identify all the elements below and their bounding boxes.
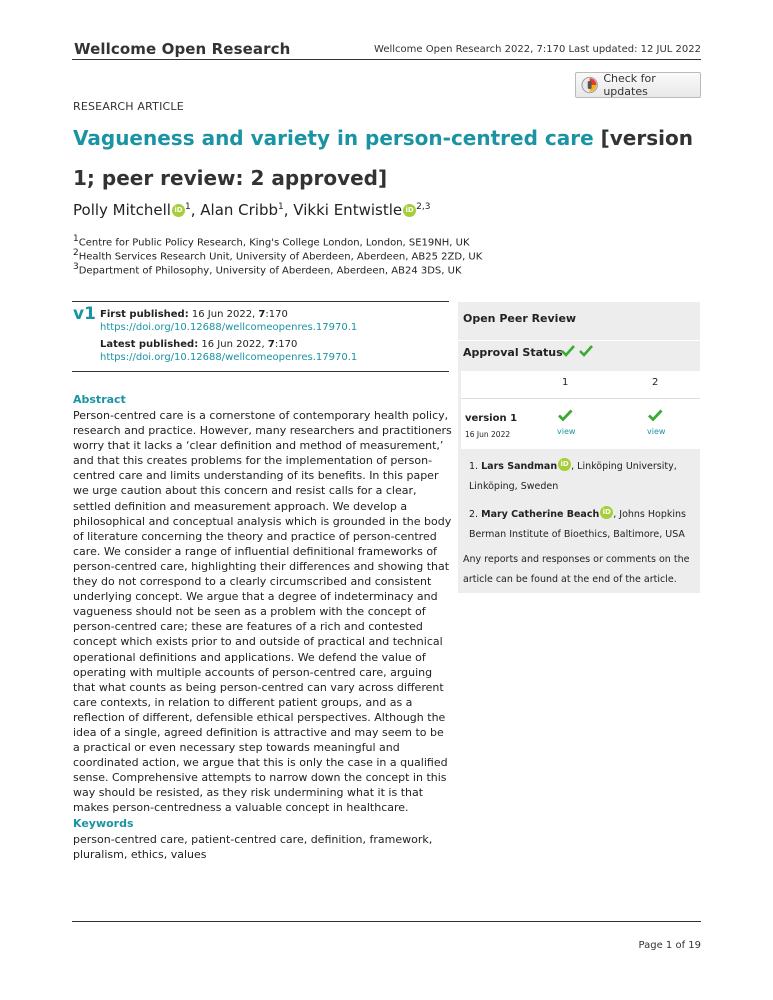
approved-check-icon xyxy=(558,409,573,422)
reviewer-name[interactable]: Mary Catherine Beach xyxy=(481,509,600,520)
article-type: RESEARCH ARTICLE xyxy=(73,100,184,113)
keywords-text: person-centred care, patient-centred care, definition, framework, pluralism, ethics, values xyxy=(73,833,433,862)
author-affil-sup: 2,3 xyxy=(416,202,431,212)
author-list: Polly Mitchell iD $^1$, Alan Cribb$^1$, Vikki Entwistle iD $^{2,3}$ xyxy=(73,201,431,219)
author-affil-sup: 1 xyxy=(278,202,284,212)
first-published-label: First published: xyxy=(100,309,189,320)
table-divider xyxy=(461,398,700,399)
affil-num: 1 xyxy=(73,234,79,244)
author-name[interactable]: Vikki Entwistle xyxy=(293,201,403,219)
first-published-date: 16 Jun 2022, xyxy=(188,309,259,320)
check-for-updates-label: Check for updates xyxy=(603,72,656,98)
title-version-note: [version 1; peer review: 2 approved] xyxy=(73,126,693,190)
reviewer-number: 2. xyxy=(469,509,479,520)
title-main: Vagueness and variety in person-centred care xyxy=(73,126,594,150)
page-number: Page 1 of 19 xyxy=(638,940,701,951)
first-published-volume: 7 xyxy=(258,309,266,320)
author-name[interactable]: Polly Mitchell xyxy=(73,201,171,219)
orcid-icon[interactable]: iD xyxy=(403,204,416,217)
affiliation xyxy=(73,248,573,262)
affiliation xyxy=(73,262,573,276)
panel-divider xyxy=(458,340,700,341)
approval-checks-icon xyxy=(561,344,595,358)
affil-text: Centre for Public Policy Research, King's College London, London, SE19NH, UK xyxy=(78,237,470,249)
keywords-heading: Keywords xyxy=(73,817,134,830)
version-date: 16 Jun 2022 xyxy=(465,430,511,439)
reviewer-affiliation: , Linköping University, Linköping, Sweden xyxy=(469,461,677,492)
view-report-1-link[interactable]: view xyxy=(557,427,576,436)
latest-published-volume: 7 xyxy=(267,339,275,350)
open-peer-review-heading: Open Peer Review xyxy=(463,312,577,325)
first-published-page: :170 xyxy=(265,309,288,320)
reviewer-name[interactable]: Lars Sandman xyxy=(481,461,558,472)
reviewer-number: 1. xyxy=(469,461,479,472)
latest-published-label: Latest published: xyxy=(100,339,199,350)
header-divider xyxy=(72,59,701,60)
reviewer-item xyxy=(469,505,699,545)
view-report-2-link[interactable]: view xyxy=(647,427,666,436)
reviewer-col-1: 1 xyxy=(562,377,569,388)
author-name[interactable]: Alan Cribb xyxy=(200,201,279,219)
abstract-heading: Abstract xyxy=(73,393,126,406)
author-affil-sup: 1 xyxy=(184,202,191,212)
journal-brand: Wellcome Open Research xyxy=(74,40,291,58)
orcid-icon[interactable]: iD xyxy=(558,458,571,471)
check-for-updates-button[interactable] xyxy=(575,72,701,98)
latest-published xyxy=(100,339,297,350)
peer-review-note: Any reports and responses or comments on the article can be found at the end of the article. xyxy=(463,554,690,585)
article-title xyxy=(73,118,713,198)
orcid-icon[interactable]: iD xyxy=(600,506,613,519)
latest-doi-link[interactable]: https://doi.org/10.12688/wellcomeopenres.17970.1 xyxy=(100,352,358,363)
reviewer-affiliation: , Johns Hopkins Berman Institute of Bioethics, Baltimore, USA xyxy=(469,509,686,540)
affiliation xyxy=(73,234,573,248)
footer-divider xyxy=(72,921,701,922)
reviewer-col-2: 2 xyxy=(652,377,659,388)
orcid-icon[interactable]: iD xyxy=(172,204,185,217)
reviewer-item xyxy=(469,457,699,497)
latest-published-page: :170 xyxy=(274,339,298,350)
latest-published-date: 16 Jun 2022, xyxy=(198,339,268,350)
citation-line: Wellcome Open Research 2022, 7:170 Last updated: 12 JUL 2022 xyxy=(374,44,701,55)
approval-status-label: Approval Status xyxy=(463,346,563,359)
affil-num: 3 xyxy=(73,262,79,272)
abstract-text: Person-centred care is a cornerstone of contemporary health policy, research and practice. However, many researchers and practitioners worry that it lacks a ‘clear definition and method of measurement,’ and that this creates problems for the implementation of person-centred care and limits understanding of its benefits. In this paper we urge caution about this concern and resist calls for a clear, settled definition and measurement approach. We develop a philosophical and conceptual analysis which is grounded in the body of literature concerning the theory and practice of person-centred care. We consider a range of influential definitional frameworks of person-centred care, highlighting their differences and showing that they do not correspond to a clearly circumscribed and consistent underlying concept. We argue that a degree of indeterminacy and vagueness should not be seen as a problem with the concept of person-centred care; these are features of a rich and contested concept which exists prior to and outside of practical and technical operational definitions and applications. We defend the value of operating with multiple accounts of person-centred care, arguing that what counts as being person-centred can vary across different care contexts, in relation to different patient groups, and as a reflection of different, defensible ethical perspectives. Although the idea of a single, agreed definition is attractive and may seem to be a practical or even necessary step towards meaningful and coordinated action, we argue that this is only the case in a qualified sense. Comprehensive attempts to narrow down the concept in this way should be resisted, as they risk undermining what it is that makes person-centredness a valuable concept in healthcare. xyxy=(73,409,452,815)
version-badge: v1 xyxy=(73,304,96,324)
first-published xyxy=(100,309,288,320)
approved-check-icon xyxy=(648,409,663,422)
first-doi-link[interactable]: https://doi.org/10.12688/wellcomeopenres.17970.1 xyxy=(100,322,358,333)
affil-text: Department of Philosophy, University of Aberdeen, Aberdeen, AB24 3DS, UK xyxy=(78,265,462,277)
affil-num: 2 xyxy=(73,248,79,258)
update-badge-icon xyxy=(581,76,598,94)
version-label: version 1 xyxy=(465,413,518,424)
affil-text: Health Services Research Unit, University of Aberdeen, Aberdeen, AB25 2ZD, UK xyxy=(78,251,483,263)
